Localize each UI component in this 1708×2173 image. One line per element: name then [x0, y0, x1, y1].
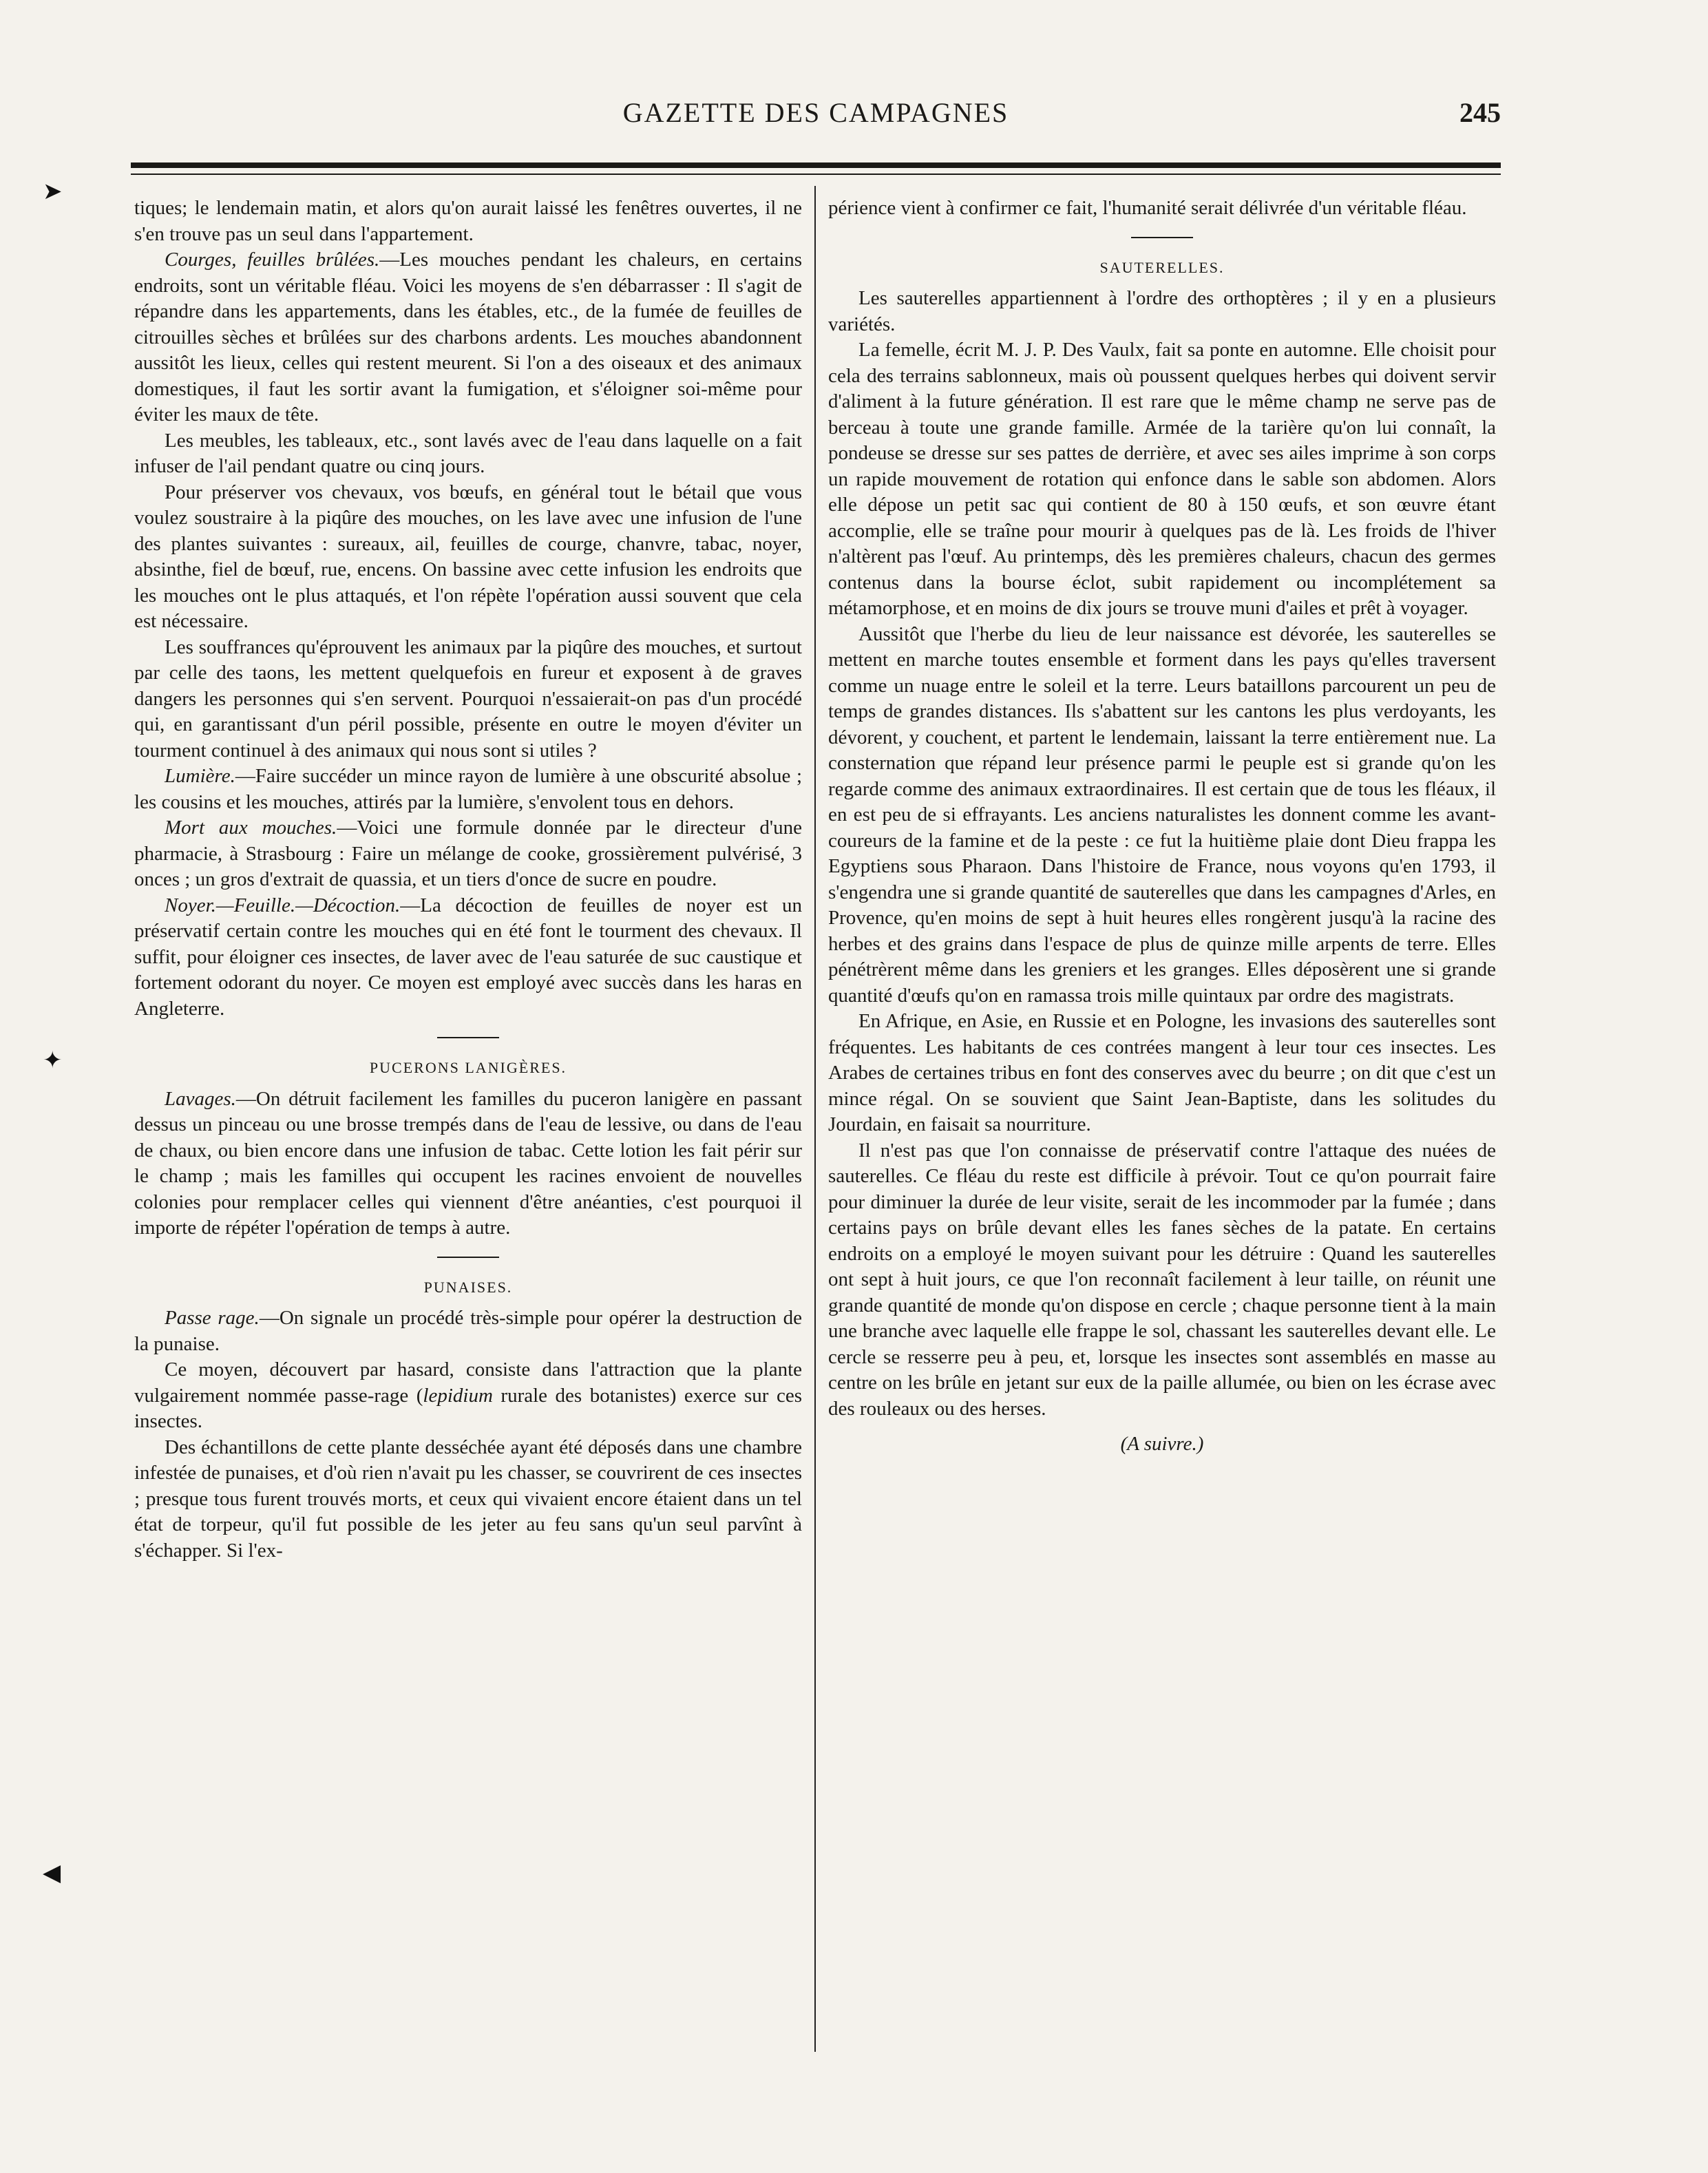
paragraph-lead: Lumière.: [165, 765, 235, 787]
paragraph-lead: Courges, feuilles brûlées.: [165, 249, 380, 271]
paragraph: [134, 764, 802, 815]
paragraph-lead: Passe rage.: [165, 1307, 260, 1329]
column-divider: [814, 186, 816, 2052]
header-rule-thin: [131, 174, 1501, 175]
section-separator: [437, 1257, 499, 1258]
paragraph: tiques; le lendemain matin, et alors qu'on aurait laissé les fenêtres ouvertes, il ne s'en trouve pas un seul dans l'appartement.: [134, 197, 802, 245]
paragraph-part: rurale des botanistes) exerce sur ces insectes.: [134, 1384, 803, 1432]
paragraph-lead: Lavages.: [165, 1087, 236, 1110]
header-rule-thick: [131, 162, 1501, 168]
paragraph-lead: Noyer.—Feuille.—Décoction.: [165, 894, 401, 916]
page-header: [131, 96, 1501, 145]
section-title: PUCERONS LANIGÈRES.: [369, 1059, 567, 1076]
paragraph-body: —Les mouches pendant les chaleurs, en certains endroits, sont un véritable fléau. Voici les moyens de s'en débarrasser : Il s'agit de répandre dans les appartements, dans les étables, etc., de la fumée de feuilles de citrouilles sèches et brûlées sur des charbons ardents. Les mouches abandonnent aussitôt les lieux, celles qui restent meurent. Si l'on a des oiseaux et des animaux domestiques, il faut les sortir avant la fumigation, et s'éloigner soi-même pour éviter les maux de tête.: [134, 249, 802, 426]
right-column: [828, 196, 1496, 1458]
margin-mark-arrow: ✦: [43, 1048, 63, 1073]
paragraph: La femelle, écrit M. J. P. Des Vaulx, fait sa ponte en automne. Elle choisit pour cela des terrains sablonneux, mais où poussent quelques herbes qui doivent servir d'aliment à la future génération. Il est rare que le même champ ne serve pas de berceau à toute une grande famille. Armée de la tarière qu'on lui connaît, la pondeuse se dresse sur ses pattes de derrière, et avec ses ailes imprime à son corps un rapide mouvement de rotation qui enfonce dans le sable son abdomen. Alors elle dépose un petit sac qui contient de 80 à 150 œufs, et son œuvre étant accomplie, elle se traîne pour mourir à quelques pas de là. Les froids de l'hiver n'altèrent pas l'œuf. Au printemps, dès les premières chaleurs, chacun des germes contenus dans la bourse éclot, subit rapidement ou incomplétement sa métamorphose, et en moins de dix jours se trouve muni d'ailes et prêt à voyager.: [828, 339, 1496, 619]
paragraph: Les meubles, les tableaux, etc., sont lavés avec de l'eau dans laquelle on a fait infuser de l'ail pendant quatre ou cinq jours.: [134, 429, 802, 477]
to-be-continued: (A suivre.): [1120, 1433, 1204, 1455]
latin-term: lepidium: [423, 1384, 493, 1407]
section-title: SAUTERELLES.: [1099, 258, 1225, 276]
paragraph-part: Ce moyen, découvert par hasard, consiste dans l'attraction que la plante vulgairement nommée passe-rage (: [134, 1358, 802, 1407]
paragraph-lead: Mort aux mouches.: [165, 817, 337, 839]
paragraph-body: —On signale un procédé très-simple pour opérer la destruction de la punaise.: [134, 1307, 802, 1355]
section-title: PUNAISES.: [423, 1278, 513, 1296]
paragraph: Pour préserver vos chevaux, vos bœufs, en général tout le bétail que vous voulez soustraire à la piqûre des mouches, on les lave avec une infusion de l'une des plantes suivantes : sureaux, ail, feuilles de courge, chanvre, tabac, noyer, absinthe, fiel de bœuf, rue, encens. On bassine avec cette infusion les endroits que les mouches ont le plus attaqués, et l'on répète l'opération aussi souvent que cela est nécessaire.: [134, 481, 802, 632]
paragraph: [134, 893, 802, 1022]
paragraph: périence vient à confirmer ce fait, l'humanité serait délivrée d'un véritable fléau.: [828, 197, 1467, 219]
paragraph-body: —Voici une formule donnée par le directeur d'une pharmacie, à Strasbourg : Faire un mélange de cooke, grossièrement pulvérisé, 3 onces ; un gros d'extrait de quassia, et un tiers d'once de sucre en poudre.: [134, 817, 803, 890]
paragraph: Des échantillons de cette plante desséchée ayant été déposés dans une chambre infestée de punaises, et d'où rien n'avait pu les chasser, se couvrirent de ces insectes ; presque tous furent trouvés morts, et ceux qui vivaient encore étaient dans un tel état de torpeur, qu'il fut possible de les jeter au feu sans qu'un seul parvînt à s'échapper. Si l'ex-: [134, 1436, 802, 1562]
margin-mark-arrow: ◀: [43, 1860, 61, 1886]
paragraph: Les souffrances qu'éprouvent les animaux par la piqûre des mouches, et surtout par celle des taons, les mettent quelquefois en fureur et exposent à de graves dangers les personnes qui s'en servent. Pourquoi n'essaierait-on pas d'un procédé qui, en garantissant d'un péril possible, présente en outre le moyen d'éviter un tourment continuel à des animaux qui nous sont si utiles ?: [134, 636, 802, 762]
paragraph: Aussitôt que l'herbe du lieu de leur naissance est dévorée, les sauterelles se mettent en marche toutes ensemble et forment dans les pays qu'elles traversent comme un nuage entre le soleil et la terre. Leurs bataillons parcourent un peu de temps de grandes distances. Ils s'abattent sur les cantons les plus verdoyants, les dévorent, y couchent, et partent le lendemain, laissant la terre entièrement nue. La consternation que répand leur présence parmi le peuple est si grande qu'on les regarde comme des animaux extraordinaires. Il est certain que de tous les fléaux, il en est peu de si effrayants. Les anciens naturalistes les donnent comme les avant-coureurs de la famine et de la peste : ce fut la huitième plaie dont Dieu frappa les Egyptiens sous Pharaon. Dans l'histoire de France, nous voyons qu'en 1793, il s'engendra une si grande quantité de sauterelles que dans les campagnes d'Arles, en Provence, qu'en moins de sept à huit heures elles rongèrent jusqu'à la racine des herbes et des grains dans l'espace de plus de quinze mille arpents de terre. Elles pénétrèrent même dans les greniers et les granges. Elles déposèrent une si grande quantité d'œufs qu'on en ramassa trois mille quintaux par ordre des magistrats.: [828, 622, 1496, 1007]
paragraph: Les sauterelles appartiennent à l'ordre des orthoptères ; il y en a plusieurs variétés.: [828, 287, 1496, 335]
paragraph: Il n'est pas que l'on connaisse de préservatif contre l'attaque des nuées de sauterelles. Ce fléau du reste est difficile à prévoir. Tout ce qu'on pourrait faire pour diminuer la durée de leur visite, serait de les incommoder par la fumée ; dans certains pays on brûle devant elles les fanes sèches de la patate. En certains endroits on a employé le moyen suivant pour les détruire : Quand les sauterelles ont sept à huit jours, ce que l'on reconnaît facilement à leur taille, on réunit une grande quantité de monde qu'on dispose en cercle ; chaque personne tient à la main une branche avec laquelle elle frappe le sol, chassant les sauterelles devant elle. Le cercle se resserre peu à peu, et, lorsque les insectes sont assemblés en masse au centre on les brûle en jetant sur eux de la paille allumée, ou bien on les écrase avec des rouleaux ou des herses.: [828, 1139, 1496, 1420]
paragraph: [134, 1305, 802, 1357]
paragraph: En Afrique, en Asie, en Russie et en Pologne, les invasions des sauterelles sont fréquentes. Les habitants de ces contrées mangent à leur tour ces insectes. Les Arabes de certaines tribus en font des conserves avec du beurre ; on dit que c'est un mince régal. On se souvient que Saint Jean-Baptiste, dans les solitudes du Jourdain, en faisait sa nourriture.: [828, 1010, 1496, 1135]
paragraph: [134, 1086, 802, 1241]
paragraph: [134, 815, 802, 893]
section-separator: [1131, 237, 1193, 238]
paragraph: [134, 247, 802, 428]
paragraph-body: —La décoction de feuilles de noyer est un préservatif certain contre les mouches qui en été font le tourment des chevaux. Il suffit, pour éloigner ces insectes, de laver avec de l'eau saturée de suc caustique et fortement odorant du noyer. Ce moyen est employé avec succès dans les haras en Angleterre.: [134, 894, 802, 1020]
page-number: 245: [1459, 97, 1501, 128]
publication-title: GAZETTE DES CAMPAGNES: [622, 97, 1009, 128]
section-separator: [437, 1037, 499, 1038]
paragraph: [134, 1357, 802, 1435]
margin-mark-arrow: ➤: [43, 179, 63, 204]
left-column: [134, 196, 802, 1564]
paragraph-body: —On détruit facilement les familles du puceron lanigère en passant dessus un pinceau ou une brosse trempés dans de l'eau de lessive, ou dans de l'eau de chaux, ou bien encore dans une infusion de tabac. Cette lotion les fait périr sur le champ ; mais les familles qui occupent les racines envoient de nouvelles colonies pour remplacer celles qui viennent d'être anéanties, c'est pourquoi il importe de répéter l'opération de temps à autre.: [134, 1087, 802, 1239]
paragraph-body: —Faire succéder un mince rayon de lumière à une obscurité absolue ; les cousins et les mouches, attirés par la lumière, s'envolent tous en dehors.: [134, 765, 802, 813]
